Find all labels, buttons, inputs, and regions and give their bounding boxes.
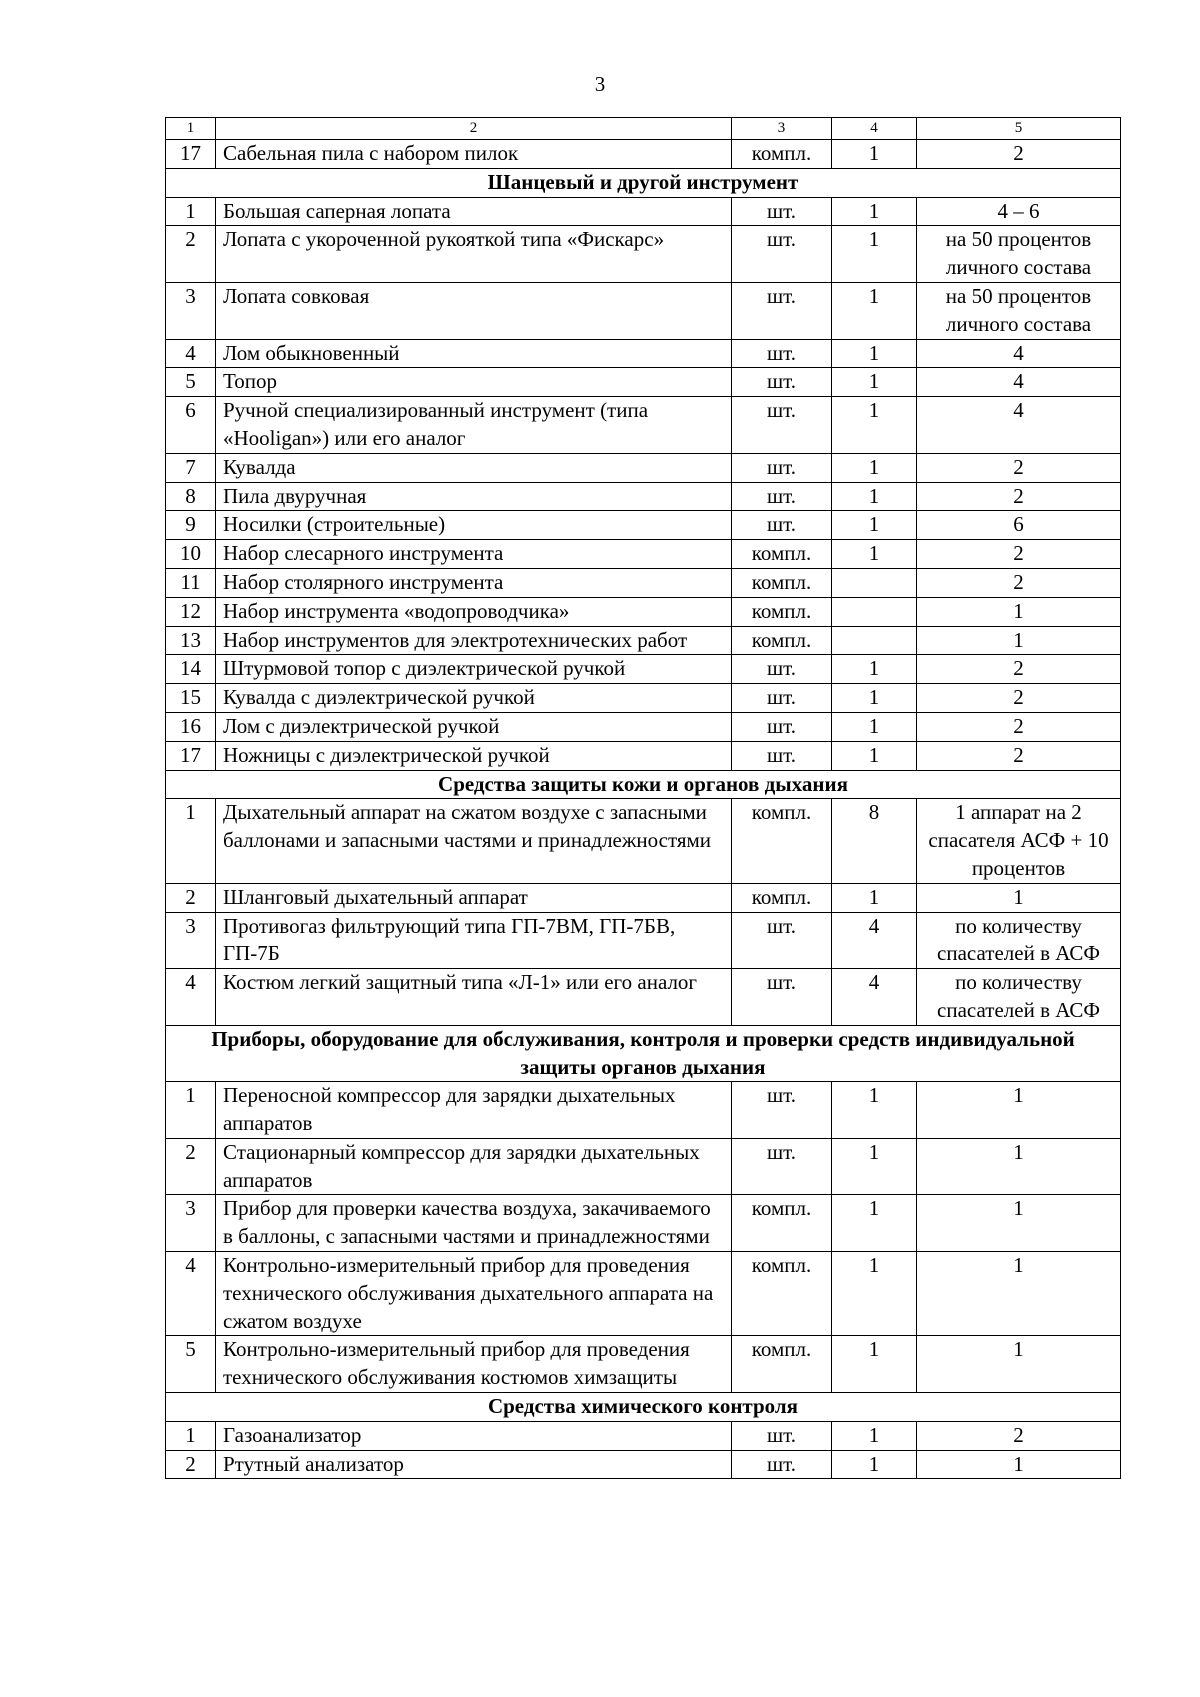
table-row: [166, 1195, 1121, 1252]
item-unit: шт.: [732, 1421, 832, 1450]
table-row: [166, 883, 1121, 912]
item-norm: 1: [917, 883, 1121, 912]
item-quantity: 1: [832, 397, 917, 454]
item-norm: на 50 процентов личного состава: [917, 226, 1121, 283]
item-unit: шт.: [732, 339, 832, 368]
table-row: [166, 197, 1121, 226]
item-name: Пила двуручная: [216, 482, 732, 511]
item-quantity: 1: [832, 140, 917, 169]
item-unit: шт.: [732, 655, 832, 684]
item-name: Контрольно-измерительный прибор для проведения технического обслуживания костюмов химзащиты: [216, 1336, 732, 1393]
item-quantity: 1: [832, 741, 917, 770]
item-norm: 2: [917, 684, 1121, 713]
table-row: [166, 511, 1121, 540]
item-quantity: 1: [832, 1252, 917, 1336]
row-number: 12: [166, 597, 216, 626]
item-name: Сабельная пила с набором пилок: [216, 140, 732, 169]
row-number: 5: [166, 1336, 216, 1393]
item-quantity: 4: [832, 912, 917, 969]
item-name: Большая саперная лопата: [216, 197, 732, 226]
row-number: 9: [166, 511, 216, 540]
item-norm: 2: [917, 540, 1121, 569]
item-quantity: 1: [832, 282, 917, 339]
item-norm: 2: [917, 1421, 1121, 1450]
item-quantity: 1: [832, 1082, 917, 1139]
item-unit: компл.: [732, 1252, 832, 1336]
item-quantity: 1: [832, 1195, 917, 1252]
item-unit: шт.: [732, 712, 832, 741]
item-quantity: [832, 597, 917, 626]
item-unit: шт.: [732, 912, 832, 969]
item-norm: 4 – 6: [917, 197, 1121, 226]
item-unit: компл.: [732, 1336, 832, 1393]
item-unit: шт.: [732, 1138, 832, 1195]
table-row: [166, 540, 1121, 569]
item-quantity: 1: [832, 339, 917, 368]
table-row: [166, 140, 1121, 169]
item-quantity: 1: [832, 712, 917, 741]
item-unit: шт.: [732, 197, 832, 226]
table-row: [166, 482, 1121, 511]
item-unit: шт.: [732, 741, 832, 770]
row-number: 3: [166, 282, 216, 339]
item-norm: 4: [917, 339, 1121, 368]
item-quantity: 1: [832, 1450, 917, 1479]
item-norm: 1: [917, 1138, 1121, 1195]
row-number: 2: [166, 883, 216, 912]
item-name: Шланговый дыхательный аппарат: [216, 883, 732, 912]
item-norm: 1: [917, 597, 1121, 626]
item-norm: 1 аппарат на 2 спасателя АСФ + 10 процентов: [917, 799, 1121, 883]
row-number: 7: [166, 453, 216, 482]
table-row: [166, 912, 1121, 969]
row-number: 10: [166, 540, 216, 569]
table-row: [166, 597, 1121, 626]
section-header-row: [166, 168, 1121, 197]
item-name: Носилки (строительные): [216, 511, 732, 540]
item-quantity: 1: [832, 482, 917, 511]
equipment-table: [165, 117, 1121, 1479]
row-number: 2: [166, 1450, 216, 1479]
item-quantity: 4: [832, 969, 917, 1026]
item-norm: 1: [917, 1336, 1121, 1393]
item-quantity: 1: [832, 655, 917, 684]
item-norm: 2: [917, 655, 1121, 684]
item-name: Набор столярного инструмента: [216, 568, 732, 597]
item-quantity: [832, 568, 917, 597]
row-number: 17: [166, 140, 216, 169]
page-number: 3: [594, 72, 606, 96]
item-unit: компл.: [732, 140, 832, 169]
row-number: 4: [166, 1252, 216, 1336]
table-row: [166, 339, 1121, 368]
item-norm: 2: [917, 482, 1121, 511]
table-row: [166, 969, 1121, 1026]
table-row: [166, 655, 1121, 684]
item-name: Лопата с укороченной рукояткой типа «Фискарс»: [216, 226, 732, 283]
table-row: [166, 1421, 1121, 1450]
item-name: Кувалда с диэлектрической ручкой: [216, 684, 732, 713]
row-number: 2: [166, 1138, 216, 1195]
row-number: 6: [166, 397, 216, 454]
row-number: 1: [166, 197, 216, 226]
item-norm: 1: [917, 1082, 1121, 1139]
table-row: [166, 226, 1121, 283]
item-unit: шт.: [732, 397, 832, 454]
section-title: Средства химического контроля: [166, 1393, 1121, 1422]
row-number: 17: [166, 741, 216, 770]
item-norm: 1: [917, 626, 1121, 655]
item-unit: шт.: [732, 1450, 832, 1479]
row-number: 1: [166, 799, 216, 883]
row-number: 13: [166, 626, 216, 655]
table-row: [166, 741, 1121, 770]
item-unit: шт.: [732, 482, 832, 511]
item-unit: компл.: [732, 540, 832, 569]
column-number: 5: [917, 118, 1121, 140]
item-name: Переносной компрессор для зарядки дыхательных аппаратов: [216, 1082, 732, 1139]
item-unit: шт.: [732, 368, 832, 397]
item-name: Ручной специализированный инструмент (типа «Hooligan») или его аналог: [216, 397, 732, 454]
item-norm: 2: [917, 741, 1121, 770]
item-unit: шт.: [732, 684, 832, 713]
item-quantity: 1: [832, 883, 917, 912]
item-norm: 4: [917, 397, 1121, 454]
item-norm: 1: [917, 1252, 1121, 1336]
item-name: Набор инструмента «водопроводчика»: [216, 597, 732, 626]
item-quantity: 1: [832, 684, 917, 713]
item-norm: 6: [917, 511, 1121, 540]
row-number: 4: [166, 969, 216, 1026]
column-number: 1: [166, 118, 216, 140]
item-name: Лом обыкновенный: [216, 339, 732, 368]
section-title: Средства защиты кожи и органов дыхания: [166, 770, 1121, 799]
item-unit: компл.: [732, 799, 832, 883]
item-unit: компл.: [732, 1195, 832, 1252]
item-quantity: 1: [832, 368, 917, 397]
item-quantity: 1: [832, 226, 917, 283]
item-norm: 4: [917, 368, 1121, 397]
row-number: 16: [166, 712, 216, 741]
item-name: Стационарный компрессор для зарядки дыхательных аппаратов: [216, 1138, 732, 1195]
item-name: Лопата совковая: [216, 282, 732, 339]
table-row: [166, 1082, 1121, 1139]
item-unit: шт.: [732, 453, 832, 482]
item-norm: 1: [917, 1450, 1121, 1479]
item-name: Дыхательный аппарат на сжатом воздухе с запасными баллонами и запасными частями и принадлежностями: [216, 799, 732, 883]
section-header-row: [166, 770, 1121, 799]
item-quantity: 1: [832, 197, 917, 226]
table-row: [166, 1252, 1121, 1336]
column-number-row: [166, 118, 1121, 140]
section-title: Приборы, оборудование для обслуживания, контроля и проверки средств индивидуальной защиты органов дыхания: [166, 1025, 1121, 1082]
item-quantity: 8: [832, 799, 917, 883]
table-row: [166, 453, 1121, 482]
item-quantity: 1: [832, 511, 917, 540]
item-name: Набор слесарного инструмента: [216, 540, 732, 569]
item-name: Кувалда: [216, 453, 732, 482]
row-number: 11: [166, 568, 216, 597]
item-name: Ножницы с диэлектрической ручкой: [216, 741, 732, 770]
row-number: 1: [166, 1421, 216, 1450]
column-number: 3: [732, 118, 832, 140]
table-row: [166, 282, 1121, 339]
row-number: 8: [166, 482, 216, 511]
item-unit: шт.: [732, 511, 832, 540]
item-norm: 2: [917, 712, 1121, 741]
column-number: 4: [832, 118, 917, 140]
item-name: Противогаз фильтрующий типа ГП-7ВМ, ГП-7БВ, ГП-7Б: [216, 912, 732, 969]
table-row: [166, 397, 1121, 454]
row-number: 2: [166, 226, 216, 283]
table-row: [166, 626, 1121, 655]
item-norm: 2: [917, 568, 1121, 597]
item-name: Набор инструментов для электротехнических работ: [216, 626, 732, 655]
row-number: 4: [166, 339, 216, 368]
table-row: [166, 799, 1121, 883]
table-row: [166, 1336, 1121, 1393]
item-name: Костюм легкий защитный типа «Л-1» или его аналог: [216, 969, 732, 1026]
item-unit: шт.: [732, 1082, 832, 1139]
section-header-row: [166, 1025, 1121, 1082]
item-name: Топор: [216, 368, 732, 397]
item-norm: 1: [917, 1195, 1121, 1252]
row-number: 3: [166, 912, 216, 969]
item-unit: шт.: [732, 226, 832, 283]
section-title: Шанцевый и другой инструмент: [166, 168, 1121, 197]
item-norm: 2: [917, 140, 1121, 169]
section-header-row: [166, 1393, 1121, 1422]
row-number: 3: [166, 1195, 216, 1252]
item-name: Прибор для проверки качества воздуха, закачиваемого в баллоны, с запасными частями и принадлежностями: [216, 1195, 732, 1252]
item-norm: по количеству спасателей в АСФ: [917, 969, 1121, 1026]
table-row: [166, 368, 1121, 397]
item-quantity: 1: [832, 453, 917, 482]
item-unit: шт.: [732, 282, 832, 339]
item-quantity: 1: [832, 1138, 917, 1195]
item-norm: по количеству спасателей в АСФ: [917, 912, 1121, 969]
row-number: 15: [166, 684, 216, 713]
table-row: [166, 684, 1121, 713]
item-quantity: 1: [832, 1421, 917, 1450]
item-unit: компл.: [732, 883, 832, 912]
item-unit: компл.: [732, 568, 832, 597]
item-unit: шт.: [732, 969, 832, 1026]
row-number: 14: [166, 655, 216, 684]
row-number: 1: [166, 1082, 216, 1139]
column-number: 2: [216, 118, 732, 140]
table-row: [166, 1450, 1121, 1479]
table-row: [166, 568, 1121, 597]
table-row: [166, 712, 1121, 741]
item-name: Ртутный анализатор: [216, 1450, 732, 1479]
item-quantity: 1: [832, 1336, 917, 1393]
item-unit: компл.: [732, 597, 832, 626]
item-name: Контрольно-измерительный прибор для проведения технического обслуживания дыхательного аппарата на сжатом воздухе: [216, 1252, 732, 1336]
item-norm: на 50 процентов личного состава: [917, 282, 1121, 339]
item-name: Лом с диэлектрической ручкой: [216, 712, 732, 741]
row-number: 5: [166, 368, 216, 397]
item-name: Газоанализатор: [216, 1421, 732, 1450]
table-row: [166, 1138, 1121, 1195]
item-quantity: 1: [832, 540, 917, 569]
item-quantity: [832, 626, 917, 655]
item-name: Штурмовой топор с диэлектрической ручкой: [216, 655, 732, 684]
item-unit: компл.: [732, 626, 832, 655]
item-norm: 2: [917, 453, 1121, 482]
